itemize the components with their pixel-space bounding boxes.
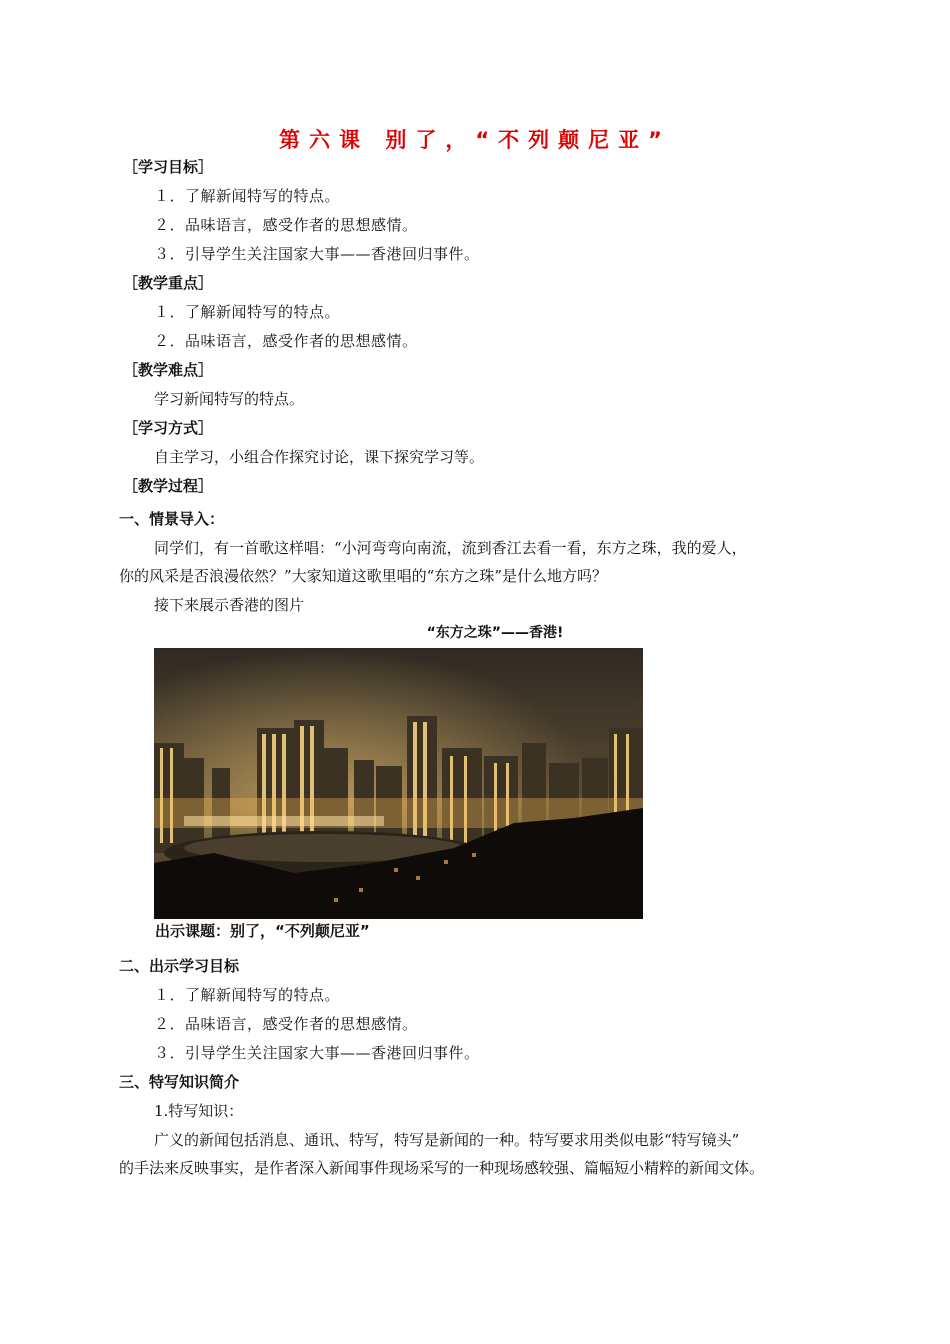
part2-objective-item: １．了解新闻特写的特点。 — [154, 986, 341, 1004]
methods-heading: ［学习方式］ — [123, 419, 214, 437]
key-point-item: １．了解新闻特写的特点。 — [154, 303, 341, 321]
key-points-heading: ［教学重点］ — [123, 274, 214, 292]
part3-heading: 三、特写知识简介 — [119, 1073, 240, 1091]
objective-item: １．了解新闻特写的特点。 — [154, 187, 341, 205]
difficulties-heading: ［教学难点］ — [123, 361, 214, 379]
hong-kong-night-photo — [154, 648, 643, 919]
key-point-item: ２．品味语言，感受作者的思想感情。 — [154, 332, 418, 350]
objectives-heading: ［学习目标］ — [123, 158, 214, 176]
methods-text: 自主学习，小组合作探究讨论，课下探究学习等。 — [154, 448, 485, 466]
part2-objective-item: ３．引导学生关注国家大事——香港回归事件。 — [154, 1044, 480, 1062]
objective-item: ２．品味语言，感受作者的思想感情。 — [154, 216, 418, 234]
part1-heading: 一、情景导入： — [119, 510, 225, 528]
difficulties-text: 学习新闻特写的特点。 — [154, 390, 305, 408]
topic-line: 出示课题：别了，“不列颠尼亚” — [155, 922, 370, 940]
part2-objective-item: ２．品味语言，感受作者的思想感情。 — [154, 1015, 418, 1033]
part1-paragraph-line2: 你的风采是否浪漫依然？”大家知道这歌里唱的“东方之珠”是什么地方吗？ — [119, 567, 608, 585]
part3-paragraph-line2: 的手法来反映事实，是作者深入新闻事件现场采写的一种现场感较强、篇幅短小精粹的新闻文体。 — [119, 1159, 765, 1177]
image-caption: “东方之珠”——香港! — [426, 625, 564, 641]
part3-paragraph-line1: 广义的新闻包括消息、通讯、特写，特写是新闻的一种。特写要求用类似电影“特写镜头” — [154, 1131, 740, 1149]
process-heading: ［教学过程］ — [123, 477, 214, 495]
objective-item: ３．引导学生关注国家大事——香港回归事件。 — [154, 245, 480, 263]
lesson-title: 第六课 别了，“不列颠尼亚” — [279, 128, 671, 152]
show-images-text: 接下来展示香港的图片 — [154, 596, 305, 614]
part1-paragraph-line1: 同学们，有一首歌这样唱：“小河弯弯向南流，流到香江去看一看，东方之珠，我的爱人， — [154, 539, 747, 557]
part2-heading: 二、出示学习目标 — [119, 957, 240, 975]
part3-subheading: 1.特写知识： — [154, 1102, 244, 1120]
